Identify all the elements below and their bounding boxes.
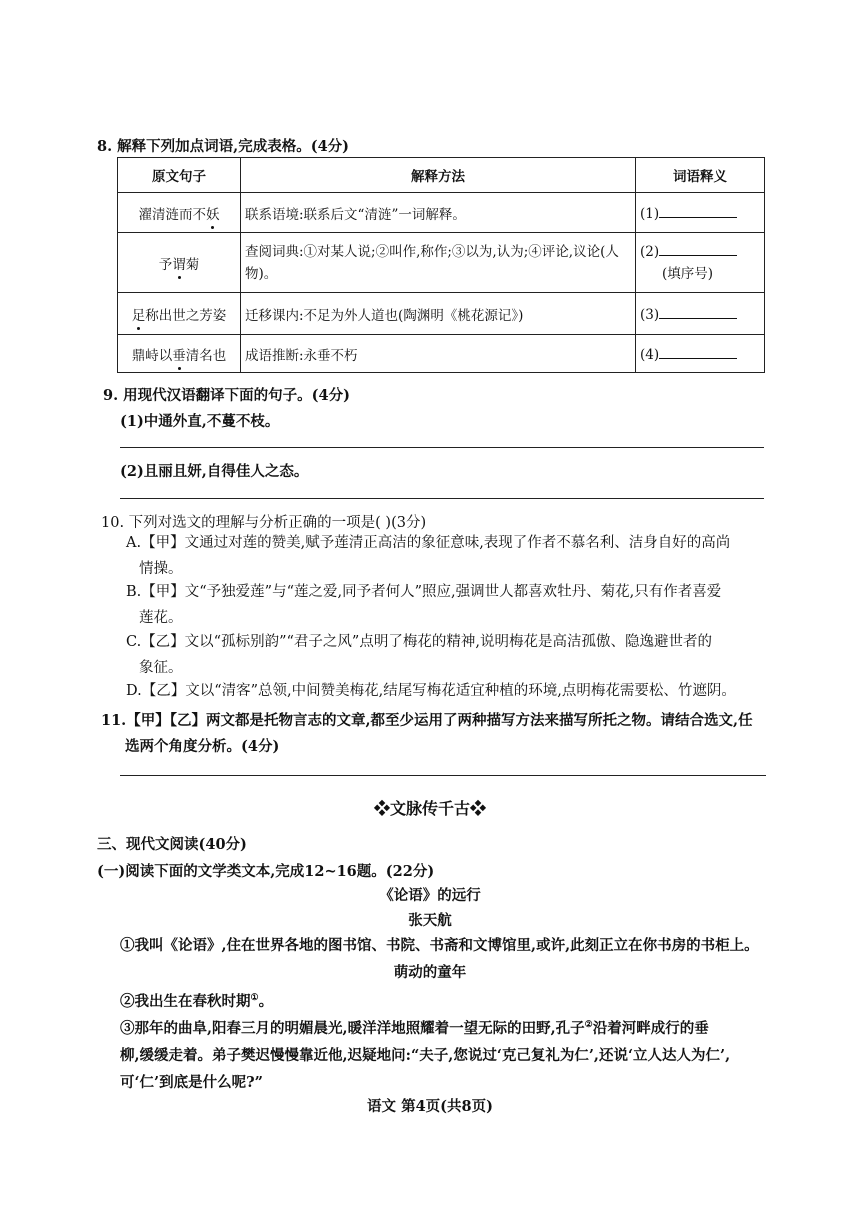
table-cell-sentence: 予谓菊 [118,233,241,293]
q9-stem: 9. 用现代汉语翻译下面的句子。(4分) [103,387,350,404]
answer-blank[interactable] [659,344,737,359]
answer-line[interactable] [120,775,766,776]
table-cell-answer: (4) [636,335,765,373]
table-row [118,293,765,335]
paragraph-3: ③那年的曲阜,阳春三月的明媚晨光,暖洋洋地照耀着一望无际的田野,孔子②沿着河畔成行的垂 柳,缓缓走着。弟子樊迟慢慢靠近他,迟疑地问:“夫子,您说过‘克己复礼为仁’,还说‘立人达人为仁’, 可‘仁’到底是什么呢?” [120,1019,731,1091]
q9-sentence-1: (1)中通外直,不蔓不枝。 [120,413,280,430]
answer-blank[interactable] [659,304,737,319]
option-d: D.【乙】文以“清客”总领,中间赞美梅花,结尾写梅花适宜种植的环境,点明梅花需要松、竹遮阴。 [126,683,736,699]
table-cell-sentence: 濯清涟而不妖 [118,193,241,233]
answer-note: (填序号) [662,265,714,282]
section-subtitle: 萌动的童年 [393,964,467,981]
page-footer: 语文 第4页(共8页) [367,1098,493,1115]
table-cell-method: 成语推断:永垂不朽 [241,335,636,373]
option-c: C.【乙】文以“孤标别韵”“君子之风”点明了梅花的精神,说明梅花是高洁孤傲、隐逸避世者的 象征。 [126,634,712,676]
table-header: 原文句子 [118,158,241,193]
q11-stem: 11.【甲】【乙】两文都是托物言志的文章,都至少运用了两种描写方法来描写所托之物。请结合选文,任 选两个角度分析。(4分) [101,712,753,755]
table-row [118,193,765,233]
option-b: B.【甲】文“予独爱莲”与“莲之爱,同予者何人”照应,强调世人都喜欢牡丹、菊花,只有作者喜爱 莲花。 [126,584,722,626]
answer-blank[interactable] [659,203,737,218]
part3-sub: (一)阅读下面的文学类文本,完成12~16题。(22分) [97,863,435,880]
table-cell-method: 迁移课内:不足为外人道也(陶渊明《桃花源记》) [241,293,636,335]
answer-blank[interactable] [659,241,737,256]
option-a: A.【甲】文通过对莲的赞美,赋予莲清正高洁的象征意味,表现了作者不慕名利、洁身自好的高尚 情操。 [126,535,731,577]
table-row [118,233,765,293]
table-cell-method: 查阅词典:①对某人说;②叫作,称作;③以为,认为;④评论,议论(人物)。 [241,233,636,293]
q8-table [117,157,765,373]
q8-stem: 8. 解释下列加点词语,完成表格。(4分) [97,138,350,155]
paragraph-1: ①我叫《论语》,住在世界各地的图书馆、书院、书斋和文博馆里,或许,此刻正立在你书房的书柜上。 [120,937,759,954]
answer-line[interactable] [120,447,764,448]
table-cell-answer: (1) [636,193,765,233]
answer-line[interactable] [120,498,764,499]
q9-sentence-2: (2)且丽且妍,自得佳人之态。 [120,463,309,480]
table-cell-sentence: 足称出世之芳姿 [118,293,241,335]
table-header: 解释方法 [241,158,636,193]
table-header: 词语释义 [636,158,765,193]
part3-title: 三、现代文阅读(40分) [97,836,247,853]
table-cell-answer: (3) [636,293,765,335]
paragraph-2: ②我出生在春秋时期①。 [120,992,274,1010]
section-banner: ❖文脉传千古❖ [373,799,486,818]
table-cell-answer: (2) (填序号) [636,233,765,293]
q10-stem: 10. 下列对选文的理解与分析正确的一项是( )(3分) [101,515,427,531]
table-row [118,335,765,373]
article-title: 《论语》的远行 [379,887,481,904]
article-author: 张天航 [408,912,452,929]
table-cell-method: 联系语境:联系后文“清涟”一词解释。 [241,193,636,233]
table-cell-sentence: 鼎峙以垂清名也 [118,335,241,373]
